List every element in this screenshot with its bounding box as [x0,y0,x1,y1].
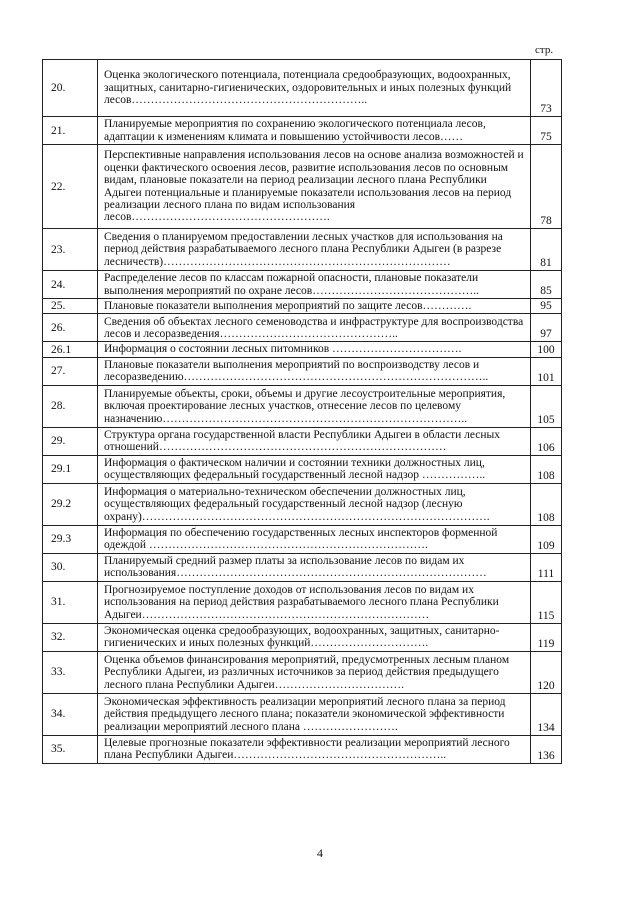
toc-row-page: 95 [531,299,562,314]
toc-row-page: 115 [531,581,562,623]
toc-row-title: Оценка объемов финансирования мероприятий, предусмотренных лесным планом Республики Адыгеи, из различных источников за период действия предыдущего лесного плана Республики Адыгеи……………………………. [98,651,531,693]
toc-row-number: 20. [43,60,98,117]
toc-row-number: 26.1 [43,342,98,357]
toc-row-number: 31. [43,581,98,623]
toc-row-page: 120 [531,651,562,693]
toc-row [43,60,562,117]
toc-row-page: 105 [531,385,562,427]
toc-row-number: 22. [43,145,98,229]
toc-row-page: 134 [531,693,562,735]
toc-row-number: 25. [43,299,98,314]
toc-row-title: Сведения об объектах лесного семеноводства и инфраструктуре для воспроизводства лесов и лесоразведения……………………………………….. [98,314,531,342]
toc-row-number: 24. [43,271,98,299]
toc-row [43,342,562,357]
toc-row [43,299,562,314]
toc-row-title: Информация о фактическом наличии и состоянии техники должностных лиц, осуществляющих федеральный государственный лесной надзор …………….. [98,455,531,483]
toc-row-number: 30. [43,553,98,581]
toc-row [43,357,562,385]
toc-row-number: 35. [43,735,98,763]
toc-row-number: 28. [43,385,98,427]
toc-row-page: 81 [531,229,562,271]
toc-row-number: 32. [43,623,98,651]
toc-row [43,427,562,455]
toc-row-page: 97 [531,314,562,342]
toc-row-page: 73 [531,60,562,117]
toc-row-number: 23. [43,229,98,271]
toc-row-title: Планируемый средний размер платы за использование лесов по видам их использования……………………………………………………………………… [98,553,531,581]
toc-row [43,525,562,553]
toc-row-title: Экономическая оценка средообразующих, водоохранных, защитных, санитарно-гигиенических и иных полезных функций…………………………. [98,623,531,651]
toc-row-page: 119 [531,623,562,651]
toc-row-page: 106 [531,427,562,455]
toc-row-title: Структура органа государственной власти Республики Адыгеи в области лесных отношений………………………………………………………………… [98,427,531,455]
toc-row-title: Плановые показатели выполнения мероприятий по защите лесов…………. [98,299,531,314]
toc-row-title: Экономическая эффективность реализации мероприятий лесного плана за период действия предыдущего лесного плана; показатели экономической эффективности реализации мероприятий лесного плана ……………………. [98,693,531,735]
toc-row [43,483,562,525]
toc-row-page: 75 [531,117,562,145]
toc-row-number: 33. [43,651,98,693]
page-number: 4 [317,846,323,860]
toc-row-title: Целевые прогнозные показатели эффективности реализации мероприятий лесного плана Республики Адыгеи……………………………………………….. [98,735,531,763]
toc-row [43,651,562,693]
toc-row-number: 29.3 [43,525,98,553]
page-column-header: стр. [535,44,554,56]
toc-row [43,693,562,735]
toc-row-number: 26. [43,314,98,342]
toc-row-title: Плановые показатели выполнения мероприятий по воспроизводству лесов и лесоразведению…………………………………………………………………….. [98,357,531,385]
toc-row-page: 136 [531,735,562,763]
toc-row-number: 34. [43,693,98,735]
toc-row-title: Информация по обеспечению государственных лесных инспекторов форменной одеждой ………………………………………………………………. [98,525,531,553]
toc-row-title: Планируемые мероприятия по сохранению экологического потенциала лесов, адаптации к изменениям климата и повышению устойчивости лесов…… [98,117,531,145]
toc-row-title: Оценка экологического потенциала, потенциала средообразующих, водоохранных, защитных, санитарно-гигиенических, оздоровительных и иных полезных функций лесов…………………………………………………….. [98,60,531,117]
toc-row-page: 111 [531,553,562,581]
toc-row-page: 100 [531,342,562,357]
toc-row-title: Информация о материально-техническом обеспечении должностных лиц, осуществляющих федеральный государственный лесной надзор (лесную охрану)………………………………………………………………………………. [98,483,531,525]
toc-row [43,145,562,229]
toc-row-page: 109 [531,525,562,553]
toc-row-title: Информация о состоянии лесных питомников ……………………………. [98,342,531,357]
toc-row-page: 101 [531,357,562,385]
toc-row-page: 108 [531,455,562,483]
toc-row [43,117,562,145]
toc-row-number: 29.2 [43,483,98,525]
toc-table [42,59,562,764]
toc-row-title: Перспективные направления использования лесов на основе анализа возможностей и оценки фактического освоения лесов, развитие использования лесов по основным видам, плановые показатели на период реализации лесного плана Республики Адыгеи потенциальные и планируемые показатели использования лесов на период реализации лесного плана по видам использования лесов……………………………………………. [98,145,531,229]
toc-row-page: 85 [531,271,562,299]
toc-row [43,735,562,763]
toc-row-number: 21. [43,117,98,145]
toc-row [43,623,562,651]
toc-row [43,229,562,271]
toc-row-page: 108 [531,483,562,525]
toc-row [43,271,562,299]
toc-row [43,581,562,623]
toc-row-title: Сведения о планируемом предоставлении лесных участков для использования на период действия разрабатываемого лесного плана Республики Адыгеи (в разрезе лесничеств)………………………………………………………………… [98,229,531,271]
toc-row [43,314,562,342]
toc-row-page: 78 [531,145,562,229]
toc-row-title: Планируемые объекты, сроки, объемы и другие лесоустроительные мероприятия, включая проектирование лесных участков, отнесение лесов по целевому назначению…………………………………………………………………….. [98,385,531,427]
toc-row-number: 27. [43,357,98,385]
toc-row [43,553,562,581]
toc-row-title: Распределение лесов по классам пожарной опасности, плановые показатели выполнения мероприятий по охране лесов…………………………………….. [98,271,531,299]
toc-row-number: 29.1 [43,455,98,483]
toc-row-title: Прогнозируемое поступление доходов от использования лесов по видам их использования на период действия разрабатываемого лесного плана Республики Адыгеи………………………………………………………………… [98,581,531,623]
toc-row [43,385,562,427]
toc-row-number: 29. [43,427,98,455]
toc-row [43,455,562,483]
